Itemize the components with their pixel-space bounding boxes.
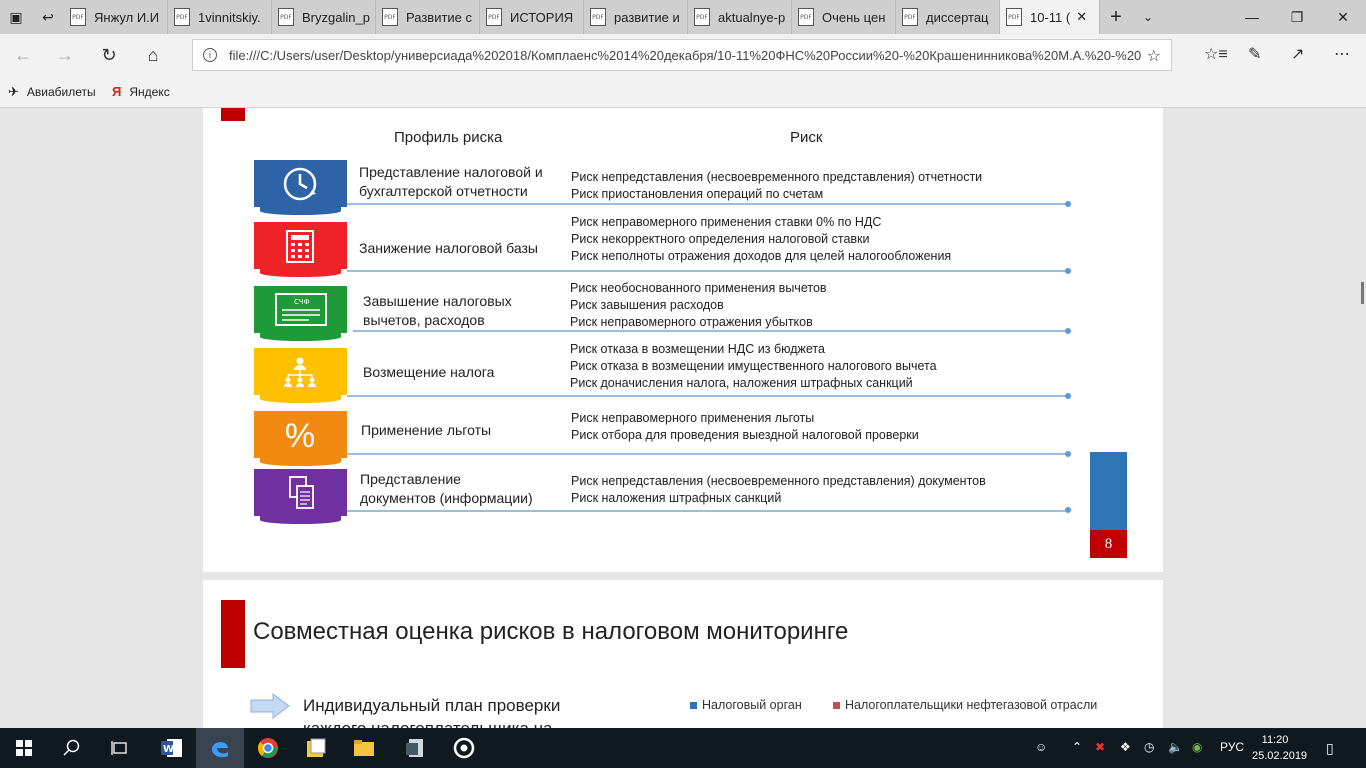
language-indicator[interactable]: РУС bbox=[1220, 740, 1245, 754]
share-icon[interactable]: ↗ bbox=[1291, 46, 1305, 63]
pdf-icon: PDF bbox=[590, 8, 606, 26]
volume-icon[interactable]: 🔈 bbox=[1168, 740, 1183, 754]
show-hidden-icons-icon[interactable]: ⌃ bbox=[1072, 740, 1083, 754]
page-number: 8 bbox=[1090, 530, 1127, 558]
separator-dot bbox=[1065, 451, 1071, 457]
separator-line bbox=[353, 330, 1067, 332]
separator-dot bbox=[1065, 393, 1071, 399]
pdf-icon: PDF bbox=[70, 8, 86, 26]
info-icon[interactable]: i bbox=[203, 48, 217, 62]
pdf-icon: PDF bbox=[902, 8, 918, 26]
column-header-risk: Риск bbox=[790, 129, 823, 146]
restore-icon[interactable]: ❐ bbox=[1290, 8, 1304, 25]
risk-item: Риск неправомерного применения ставки 0% по НДС bbox=[571, 215, 882, 229]
tab[interactable]: PDF Очень цен bbox=[792, 0, 896, 34]
clock-icon bbox=[254, 160, 347, 210]
risk-list bbox=[570, 341, 937, 392]
svg-text:%: % bbox=[284, 417, 316, 455]
separator-line bbox=[347, 395, 1067, 397]
invoice-icon bbox=[254, 286, 347, 336]
risk-item: Риск приостановления операций по счетам bbox=[571, 187, 824, 201]
profile-label: Представление документов (информации) bbox=[360, 471, 533, 506]
tab-bar bbox=[0, 0, 1366, 34]
banner-benefit bbox=[254, 411, 347, 461]
task-view-icon[interactable] bbox=[96, 728, 144, 768]
legend-item: Налогоплательщики нефтегазовой отрасли bbox=[833, 698, 1097, 712]
security-alert-icon[interactable]: ✖ bbox=[1095, 740, 1106, 754]
pdf-icon: PDF bbox=[798, 8, 814, 26]
separator-dot bbox=[1065, 328, 1071, 334]
profile-label: Занижение налоговой базы bbox=[359, 240, 538, 256]
risk-item: Риск наложения штрафных санкций bbox=[571, 491, 782, 505]
address-text[interactable]: file:///C:/Users/user/Desktop/универсиада%202018/Комплаенс%2014%20декабря/10-11%20ФНС%20России%20-%20Крашенинникова%20М.А.%20-%20 bbox=[229, 47, 1142, 63]
separator-line bbox=[347, 453, 1067, 455]
risk-item: Риск непредставления (несвоевременного представления) отчетности bbox=[571, 170, 983, 184]
clock[interactable]: 11:20 25.02.2019 bbox=[1252, 734, 1308, 762]
title-marker bbox=[221, 600, 245, 668]
back-icon[interactable]: ← bbox=[14, 44, 32, 65]
plane-icon: ✈ bbox=[8, 84, 19, 99]
risk-item: Риск завышения расходов bbox=[570, 298, 724, 312]
risk-item: Риск отказа в возмещении НДС из бюджета bbox=[570, 342, 825, 356]
app-icon[interactable] bbox=[392, 728, 440, 768]
tab[interactable]: PDF aktualnye-p bbox=[688, 0, 792, 34]
edge-app-icon[interactable] bbox=[196, 728, 244, 768]
percent-icon bbox=[254, 411, 347, 461]
pdf-icon: PDF bbox=[278, 8, 294, 26]
chrome-app-icon[interactable] bbox=[244, 728, 292, 768]
media-app-icon[interactable] bbox=[440, 728, 488, 768]
pen-icon[interactable]: ✎ bbox=[1248, 46, 1262, 63]
separator-line bbox=[347, 203, 1067, 205]
risk-list bbox=[571, 473, 986, 507]
profile-label: Применение льготы bbox=[361, 422, 492, 438]
hierarchy-icon bbox=[254, 348, 347, 398]
tab[interactable]: PDF диссертац bbox=[896, 0, 1000, 34]
home-icon[interactable]: ⌂ bbox=[147, 44, 159, 65]
favorites-icon[interactable]: ☆≡ bbox=[1204, 46, 1228, 63]
risk-list bbox=[571, 410, 919, 444]
risk-item: Риск доначисления налога, наложения штрафных санкций bbox=[570, 376, 913, 390]
separator-line bbox=[347, 270, 1067, 272]
legend-swatch bbox=[690, 702, 697, 709]
profile-label: Завышение налоговых вычетов, расходов bbox=[363, 293, 512, 328]
minimize-icon[interactable]: — bbox=[1245, 9, 1259, 25]
favorites-bar bbox=[0, 76, 1366, 108]
tab[interactable]: PDF ИСТОРИЯ bbox=[480, 0, 584, 34]
close-window-icon[interactable]: ✕ bbox=[1337, 8, 1349, 25]
app-icon[interactable] bbox=[292, 728, 340, 768]
risk-item: Риск неправомерного отражения убытков bbox=[570, 315, 813, 329]
address-bar[interactable] bbox=[192, 39, 1172, 71]
arrow-right-icon bbox=[249, 692, 291, 720]
favorite-aviabilety[interactable]: ✈ Авиабилеты bbox=[8, 84, 96, 99]
pdf-icon: PDF bbox=[382, 8, 398, 26]
tab[interactable]: PDF развитие и bbox=[584, 0, 688, 34]
tab-preview-chevron-icon[interactable]: ⌄ bbox=[1142, 10, 1154, 24]
banner-documents bbox=[254, 469, 347, 519]
risk-item: Риск отбора для проведения выездной налоговой проверки bbox=[571, 428, 919, 442]
slide-title: Совместная оценка рисков в налоговом мониторинге bbox=[253, 618, 849, 645]
tab[interactable]: PDF 1vinnitskiy. bbox=[168, 0, 272, 34]
bullet-text: Индивидуальный план проверки bbox=[303, 696, 561, 715]
refresh-icon[interactable]: ↻ bbox=[101, 44, 117, 65]
risk-list bbox=[571, 214, 951, 265]
new-tab-button[interactable]: + bbox=[1110, 5, 1122, 28]
more-icon[interactable]: ⋯ bbox=[1334, 46, 1350, 63]
banner-reporting bbox=[254, 160, 347, 210]
risk-list bbox=[571, 169, 982, 203]
tab-actions-icon[interactable]: ▣ bbox=[9, 8, 23, 25]
risk-item: Риск некорректного определения налоговой ставки bbox=[571, 232, 870, 246]
page-sidebar bbox=[1090, 452, 1127, 530]
nvidia-icon[interactable]: ◉ bbox=[1192, 740, 1203, 754]
pdf-icon: PDF bbox=[1006, 8, 1022, 26]
title-marker bbox=[221, 108, 245, 121]
profile-label: Представление налоговой и бухгалтерской отчетности bbox=[359, 164, 543, 199]
tab[interactable]: PDF Bryzgalin_p bbox=[272, 0, 376, 34]
wifi-icon[interactable]: ◷ bbox=[1144, 740, 1155, 754]
navigation-bar bbox=[0, 34, 1366, 76]
favorite-yandex[interactable]: Я Яндекс bbox=[112, 84, 170, 99]
profile-label: Возмещение налога bbox=[363, 364, 495, 380]
banner-tax-base bbox=[254, 222, 347, 272]
notifications-icon[interactable]: ▯ bbox=[1326, 740, 1334, 756]
taskbar bbox=[0, 728, 1366, 768]
slide-page bbox=[203, 580, 1163, 740]
pdf-icon: PDF bbox=[694, 8, 710, 26]
file-explorer-icon[interactable] bbox=[340, 728, 388, 768]
risk-item: Риск необоснованного применения вычетов bbox=[570, 281, 827, 295]
pdf-icon: PDF bbox=[174, 8, 190, 26]
column-header-profile: Профиль риска bbox=[394, 129, 503, 146]
pdf-viewer[interactable] bbox=[0, 108, 1366, 728]
star-icon[interactable]: ☆ bbox=[1146, 48, 1161, 65]
banner-refund bbox=[254, 348, 347, 398]
risk-item: Риск неполноты отражения доходов для целей налогообложения bbox=[571, 249, 952, 263]
dropbox-icon[interactable]: ❖ bbox=[1120, 740, 1131, 754]
slide-page bbox=[203, 108, 1163, 572]
people-icon[interactable]: ☺ bbox=[1035, 740, 1048, 754]
start-windows-icon[interactable] bbox=[0, 728, 48, 768]
risk-item: Риск неправомерного применения льготы bbox=[571, 411, 815, 425]
scrollbar-thumb[interactable] bbox=[1361, 282, 1364, 304]
search-icon[interactable] bbox=[48, 728, 96, 768]
svg-text:W: W bbox=[163, 744, 175, 755]
legend-swatch bbox=[833, 702, 840, 709]
calculator-icon bbox=[254, 222, 347, 272]
tab[interactable]: PDF Янжул И.И bbox=[64, 0, 168, 34]
close-tab-icon[interactable]: ✕ bbox=[1076, 9, 1088, 24]
banner-deductions bbox=[254, 286, 347, 336]
separator-dot bbox=[1065, 507, 1071, 513]
documents-icon bbox=[254, 469, 347, 519]
yandex-icon: Я bbox=[112, 84, 122, 99]
pdf-icon: PDF bbox=[486, 8, 502, 26]
forward-icon[interactable]: → bbox=[56, 44, 74, 65]
legend-item: Налоговый орган bbox=[690, 698, 802, 712]
risk-item: Риск отказа в возмещении имущественного налогового вычета bbox=[570, 359, 937, 373]
word-app-icon[interactable] bbox=[148, 728, 196, 768]
separator-dot bbox=[1065, 201, 1071, 207]
risk-item: Риск непредставления (несвоевременного представления) документов bbox=[571, 474, 986, 488]
tab-active[interactable]: PDF 10-11 ( ✕ bbox=[1000, 0, 1100, 34]
risk-list bbox=[570, 280, 827, 331]
tab[interactable]: PDF Развитие с bbox=[376, 0, 480, 34]
separator-line bbox=[347, 510, 1067, 512]
svg-text:СЧФ: СЧФ bbox=[294, 298, 310, 306]
tabs-aside-icon[interactable]: ↩ bbox=[42, 8, 54, 25]
separator-dot bbox=[1065, 268, 1071, 274]
